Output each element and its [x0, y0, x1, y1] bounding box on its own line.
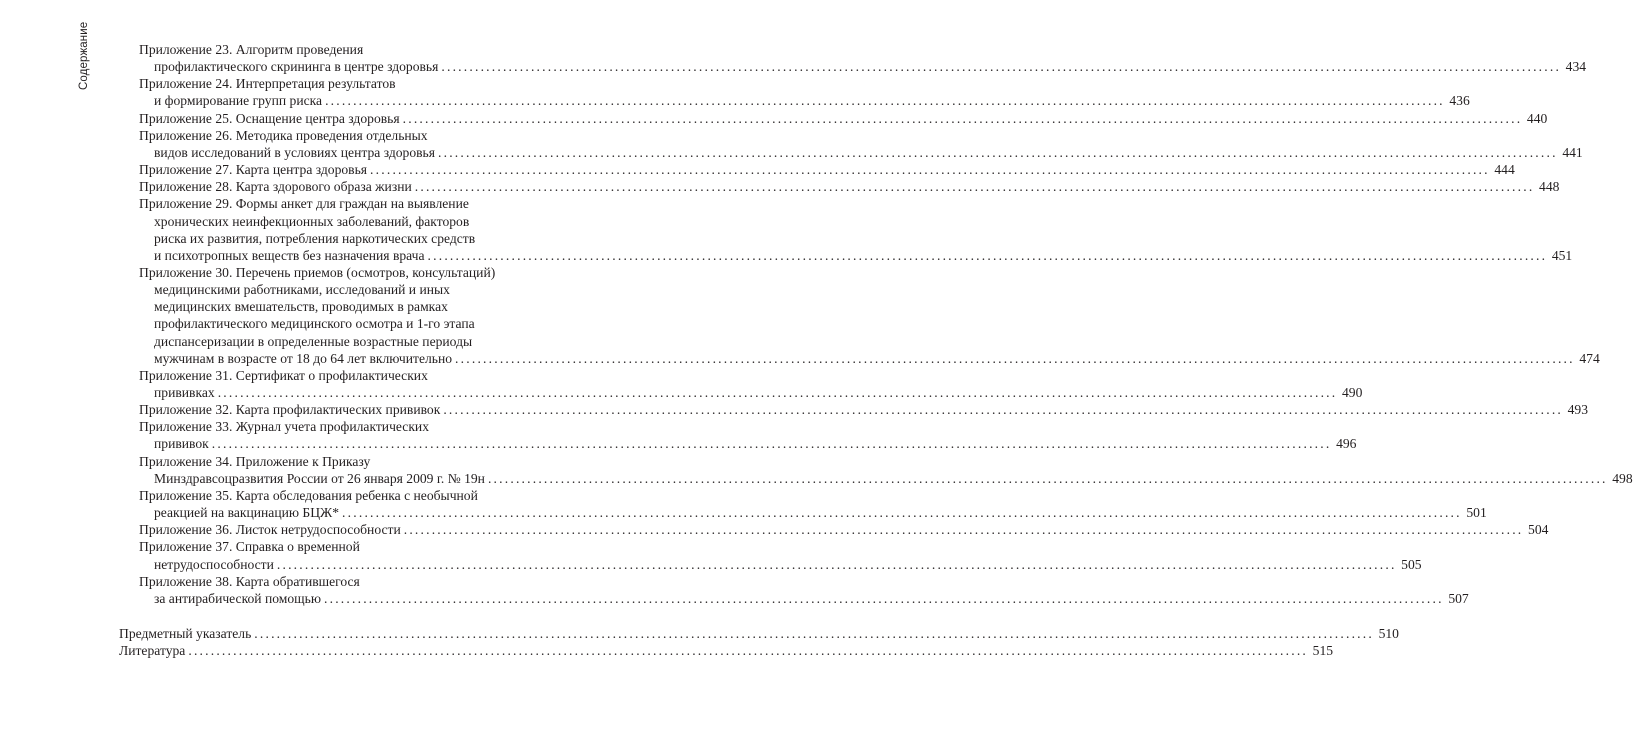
toc-entry-text: Предметный указатель [119, 625, 252, 641]
toc-entry-text: и психотропных веществ без назначения врача [154, 247, 425, 263]
toc-page-number: 493 [1567, 402, 1589, 418]
toc-entry-text: медицинских вмешательств, проводимых в рамках [154, 299, 448, 315]
dot-leader: ........................................................................................................................................................................................................ [325, 93, 1445, 109]
toc-entry-text: Приложение 37. Справка о временной [139, 539, 360, 555]
toc-page-number: 504 [1528, 522, 1549, 538]
toc-page-number: 505 [1401, 556, 1422, 572]
toc-page-number: 507 [1448, 590, 1469, 606]
toc-entry-text: риска их развития, потребления наркотических средств [154, 230, 476, 246]
toc-entry-text: профилактического медицинского осмотра и 1-го этапа [154, 316, 475, 332]
toc-entry-text: Приложение 30. Перечень приемов (осмотров, консультаций) [139, 264, 496, 280]
toc-page-number: 501 [1466, 505, 1487, 521]
toc-page-number: 448 [1539, 179, 1560, 195]
toc-entry-text: Приложение 24. Интерпретация результатов [139, 76, 396, 92]
dot-leader: ........................................................................................................................................................................................................ [217, 385, 1338, 400]
toc-entry-text: диспансеризации в определенные возрастные периоды [154, 333, 473, 349]
dot-leader: ........................................................................................................................................................................................................ [324, 590, 1444, 606]
toc-entry-text: Приложение 31. Сертификат о профилактических [139, 367, 428, 383]
toc-entry-text: хронических неинфекционных заболеваний, факторов [154, 213, 470, 229]
toc-entry-text: Приложение 35. Карта обследования ребенка с необычной [139, 487, 478, 503]
toc-entry-text: Приложение 34. Приложение к Приказу [139, 453, 371, 469]
toc-page-number: 440 [1526, 110, 1548, 126]
toc-entry-text: прививок [154, 436, 209, 452]
toc-entry-text: Приложение 27. Карта центра здоровья [139, 162, 368, 178]
toc-page-number: 441 [1562, 144, 1583, 160]
dot-leader: ........................................................................................................................................................................................................ [342, 505, 1462, 521]
toc-entry-text: Приложение 38. Карта обратившегося [139, 573, 360, 589]
dot-leader: ........................................................................................................................................................................................................ [188, 643, 1309, 659]
dot-leader: ........................................................................................................................................................................................................ [403, 522, 1524, 538]
dot-leader: ........................................................................................................................................................................................................ [370, 162, 1490, 178]
toc-entry-text: и формирование групп риска [154, 93, 323, 109]
toc-entry-text: мужчинам в возрасте от 18 до 64 лет включительно [154, 350, 453, 366]
dot-leader: ........................................................................................................................................................................................................ [276, 556, 1397, 572]
dot-leader: ........................................................................................................................................................................................................ [455, 350, 1575, 366]
toc-page-number: 444 [1494, 162, 1515, 178]
toc-page-number: 436 [1449, 93, 1470, 109]
toc-page-number: 515 [1312, 643, 1334, 659]
dot-leader: ........................................................................................................................................................................................................ [441, 59, 1562, 75]
toc-entry-text: Приложение 36. Листок нетрудоспособности [139, 522, 401, 538]
dot-leader: ........................................................................................................................................................................................................ [211, 436, 1332, 452]
toc-page-number: 498 [1612, 470, 1633, 486]
toc-entry-text: за антирабической помощью [154, 590, 322, 606]
toc-page-number: 451 [1551, 247, 1573, 263]
dot-leader: ........................................................................................................................................................................................................ [438, 144, 1558, 160]
toc-entry-text: Приложение 28. Карта здорового образа жизни [139, 179, 412, 195]
dot-leader: ........................................................................................................................................................................................................ [402, 110, 1523, 126]
toc-page-number: 490 [1341, 385, 1363, 400]
toc-entry-text: Приложение 29. Формы анкет для граждан на выявление [139, 196, 469, 212]
dot-leader: ........................................................................................................................................................................................................ [487, 470, 1608, 486]
toc-entry-text: реакцией на вакцинацию БЦЖ* [154, 505, 340, 521]
toc-entry-text: медицинскими работниками, исследований и иных [154, 282, 450, 298]
toc-page-number: 434 [1565, 59, 1587, 75]
toc-entry-text: Минздравсоцразвития России от 26 января 2009 г. № 19н [154, 470, 485, 486]
running-header-label: Содержание [78, 21, 90, 90]
toc-entry-text: Приложение 33. Журнал учета профилактических [139, 419, 430, 435]
toc-entry-text: видов исследований в условиях центра здоровья [154, 144, 436, 160]
toc-page-number: 496 [1336, 436, 1357, 452]
toc-entry-text: Приложение 26. Методика проведения отдельных [139, 127, 428, 143]
dot-leader: ........................................................................................................................................................................................................ [443, 402, 1564, 418]
toc-entry-text: Приложение 25. Оснащение центра здоровья [139, 110, 400, 126]
toc-entry-text: прививках [154, 385, 215, 400]
toc-entry-text: Приложение 32. Карта профилактических прививок [139, 402, 441, 418]
toc-entry-text: нетрудоспособности [154, 556, 274, 572]
dot-leader: ........................................................................................................................................................................................................ [414, 179, 1535, 195]
toc-entry-text: Литература [119, 643, 186, 659]
toc-page-number: 510 [1378, 625, 1399, 641]
dot-leader: ........................................................................................................................................................................................................ [427, 247, 1548, 263]
toc-entry-text: профилактического скрининга в центре здоровья [154, 59, 439, 75]
toc-page-number: 474 [1579, 350, 1600, 366]
dot-leader: ........................................................................................................................................................................................................ [254, 625, 1374, 641]
toc-entry-text: Приложение 23. Алгоритм проведения [139, 42, 364, 57]
